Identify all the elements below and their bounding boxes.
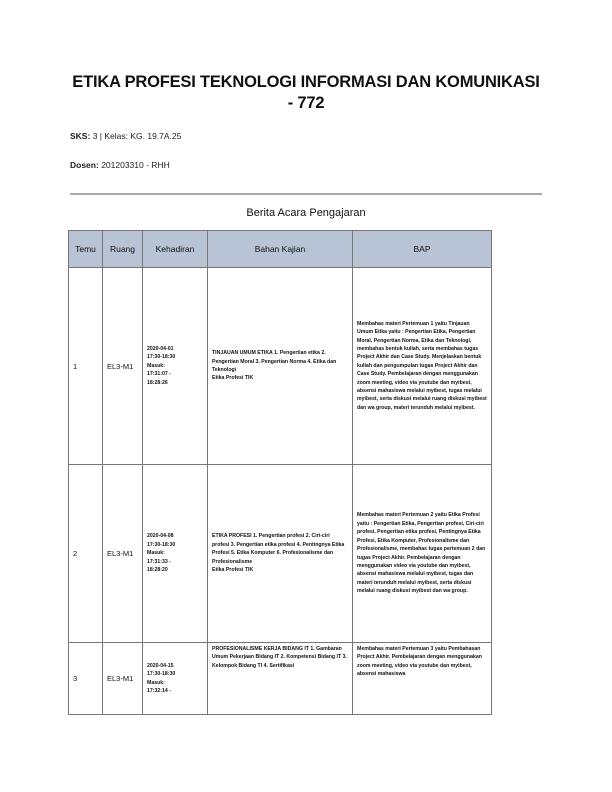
cell-ruang: EL3-M1 — [103, 465, 143, 643]
header-bahan-kajian: Bahan Kajian — [208, 231, 353, 268]
section-title: Berita Acara Pengajaran — [246, 207, 366, 219]
cell-temu: 2 — [69, 465, 103, 643]
cell-bahan-kajian: PROFESIONALISME KERJA BIDANG IT 1. Gambaran Umum Pekerjaan Bidang IT 2. Kompetensi Bidang IT 3. Kelompok Bidang TI 4. Sertifikasi — [208, 643, 353, 715]
table-row — [69, 643, 492, 715]
header-kehadiran: Kehadiran — [143, 231, 208, 268]
table-row — [69, 268, 492, 465]
cell-bap: Membahas materi Pertemuan 3 yaitu Pembahasan Project Akhir. Pembelajaran dengan menggunakan zoom meeting, video via youtube dan myibest, absensi mahasiswa — [353, 643, 492, 715]
divider — [70, 193, 542, 195]
dosen-label: Dosen: — [70, 160, 99, 170]
header-bap: BAP — [353, 231, 492, 268]
cell-bahan-kajian: TINJAUAN UMUM ETIKA 1. Pengertian etika 2. Pengertian Moral 3. Pengertian Norma 4. Etika dan Teknologi Etika Profesi TIK — [208, 268, 353, 465]
cell-ruang: EL3-M1 — [103, 643, 143, 715]
cell-kehadiran: 2020-04-01 17:30-18:30 Masuk: 17:31:07 - 18:28:26 — [143, 268, 208, 465]
bap-table — [68, 230, 492, 715]
cell-bap: Membahas materi Pertemuan 1 yaitu Tinjauan Umum Etika yaitu : Pengertian Etika, Pengertian Moral, Pengertian Norma, Etika dan Teknologi, membahas bentuk kuliah, serta membahas tugas Project Akhir dan Case Study. Menjelaskan bentuk kuliah dan pengumpulan tugas Project Akhir dan Case Study. Pembelajaran dengan menggunakan zoom meeting, video via youtube dan myibest, absensi mahasiswa melalui myibest, tugas melalui myibest, serta diskusi melalui ruang diskusi myibest dan wa group, materi terunduh melalui myibest. — [353, 268, 492, 465]
sks-label: SKS: — [70, 131, 91, 141]
dosen-line — [70, 160, 170, 170]
header-ruang: Ruang — [103, 231, 143, 268]
cell-bahan-kajian: ETIKA PROFESI 1. Pengertian profesi 2. Ciri-ciri profesi 3. Pengertian etika profesi 4. Pentingnya Etika Profesi 5. Etika Komputer 6. Profesionalisme dan Profesionalisme Etika Profesi TIK — [208, 465, 353, 643]
page-title: ETIKA PROFESI TEKNOLOGI INFORMASI DAN KOMUNIKASI - 772 — [72, 73, 540, 112]
sks-line — [70, 131, 181, 141]
cell-bap: Membahas materi Pertemuan 2 yaitu Etika Profesi yaitu : Pengertian Etika, Pengertian profesi, Ciri-ciri profesi, Pengertian etika profesi, Pentingnya Etika Profesi, Etika Komputer, Profesionalisme dan Profesionalisme, membahas tugas pertemuan 2 dan tugas Project Akhir. Pembelajaran dengan menggunakan video via youtube dan myibest, absensi mahasiswa melalui myibest, tugas dan materi terunduh melalui myibest, serta diskusi melalui ruang diskusi myibest dan wa group. — [353, 465, 492, 643]
table-header-row — [69, 231, 492, 268]
cell-temu: 1 — [69, 268, 103, 465]
cell-kehadiran: 2020-04-08 17:30-18:30 Masuk: 17:31:33 - 18:28:20 — [143, 465, 208, 643]
table-row — [69, 465, 492, 643]
sks-value: 3 | Kelas: KG. 19.7A.25 — [92, 131, 182, 141]
cell-kehadiran: 2020-04-15 17:30-18:30 Masuk: 17:32:14 - — [143, 643, 208, 715]
cell-ruang: EL3-M1 — [103, 268, 143, 465]
header-temu: Temu — [69, 231, 103, 268]
cell-temu: 3 — [69, 643, 103, 715]
dosen-value: 201203310 - RHH — [101, 160, 170, 170]
